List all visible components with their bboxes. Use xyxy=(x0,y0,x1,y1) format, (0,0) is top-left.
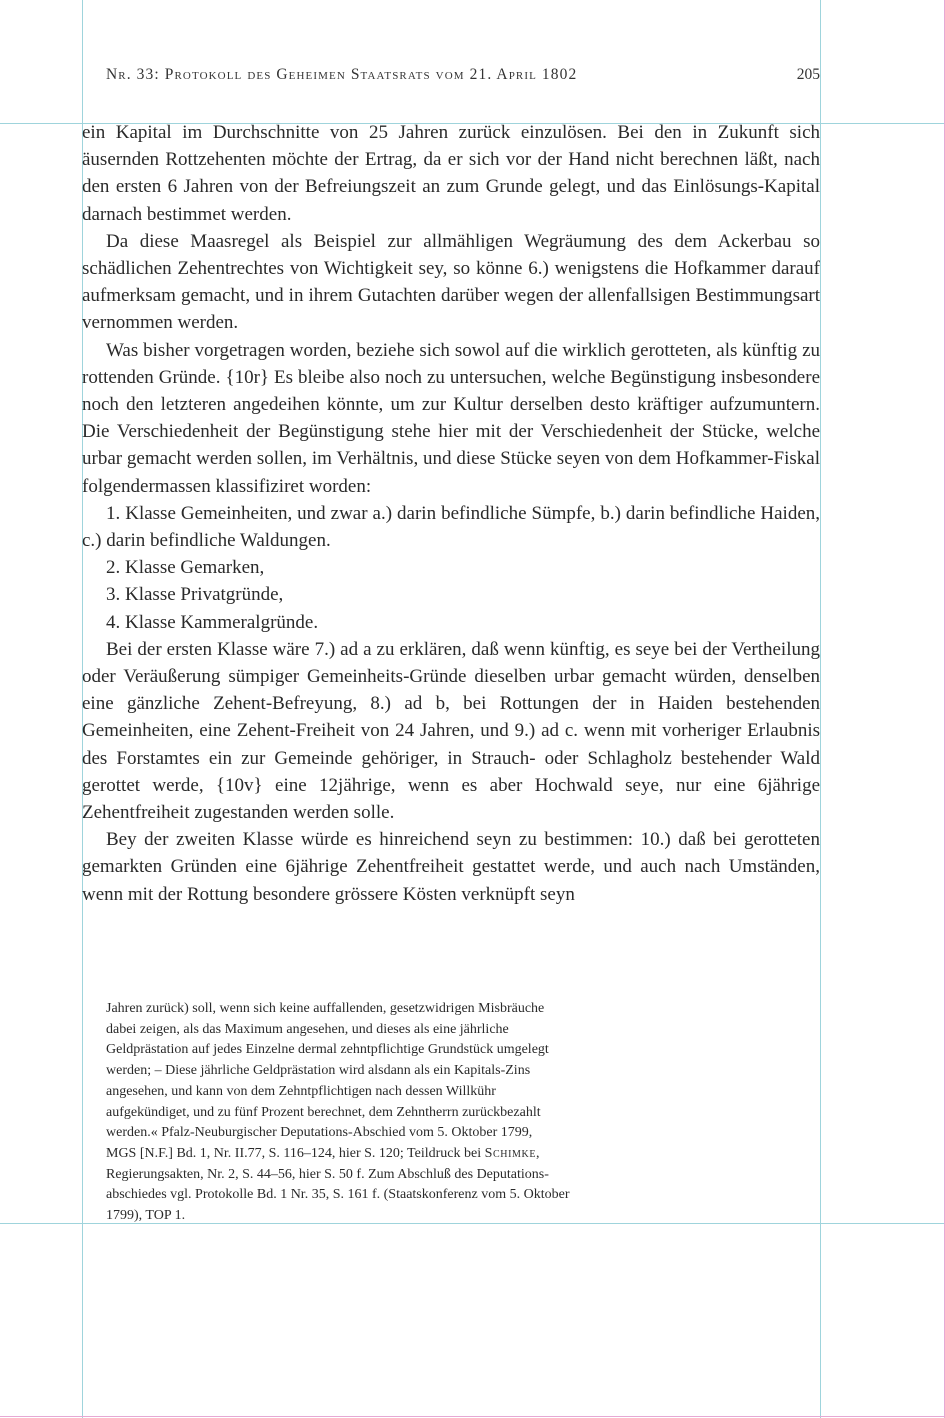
footnote xyxy=(106,999,646,1227)
footnote-line: dabei zeigen, als das Maximum angesehen, und dieses als eine jährliche xyxy=(106,1021,509,1037)
list-item: 4. Klasse Kammeralgründe. xyxy=(106,611,319,633)
footnote-citation: MGS [N.F.] Bd. 1, Nr. II.77, S. 116–124, hier S. 120; Teildruck bei xyxy=(106,1145,485,1161)
list-item: 1. Klasse Gemeinheiten, und zwar a.) darin befindliche Sümpfe, b.) darin befindliche Haiden, c.) darin befindliche Waldungen. xyxy=(82,502,820,552)
footnote-line: 1799), TOP 1. xyxy=(106,1208,186,1224)
running-title: Nr. 33: Protokoll des Geheimen Staatsrats vom 21. April 1802 xyxy=(106,66,578,83)
footnote-punctuation: , xyxy=(536,1145,540,1161)
paragraph: Bei der ersten Klasse wäre 7.) ad a zu erklären, daß wenn künftig, es seye bei der Vertheilung oder Veräußerung sümpiger Gemeinheits-Gründe dieselben urbar gemacht würden, denselben eine gänzliche Zehent-Befreyung, 8.) ad b, bei Rottungen der in Haiden bestehenden Gemeinheiten, eine Zehent-Freiheit von 24 Jahren, und 9.) ad c. wenn mit vorheriger Erlaubnis des Forstamtes ein zur Gemeinde gehöriger, in Strauch- oder Schlagholz bestehender Wald gerottet werde, {10v} eine 12jährige, wenn es aber Hochwald seye, nur eine 6jährige Zehentfreiheit zugestanden werden solle. xyxy=(82,638,820,824)
paragraph: Da diese Maasregel als Beispiel zur allmähligen Wegräumung des dem Ackerbau so schädlichen Zehentrechtes von Wichtigkeit sey, so könne 6.) wenigstens die Hofkammer darauf aufmerksam gemacht, und in ihrem Gutachten darüber wegen der allenfallsigen Bestimmungsart vernommen werden. xyxy=(82,230,820,334)
body-text xyxy=(82,119,820,908)
footnote-line: Regierungsakten, Nr. 2, S. 44–56, hier S. 50 f. Zum Abschluß des Deputations- xyxy=(106,1166,549,1182)
paragraph: Bey der zweiten Klasse würde es hinreichend seyn zu bestimmen: 10.) daß bei gerotteten gemarkten Gründen eine 6jährige Zehentfreiheit gestattet werde, und auch nach Umständen, wenn mit der Rottung besondere grössere Kösten verknüpft seyn xyxy=(82,829,820,905)
footnote-line: Jahren zurück) soll, wenn sich keine auffallenden, gesetzwidrigen Misbräuche xyxy=(106,1001,545,1016)
list-item: 2. Klasse Gemarken, xyxy=(106,557,265,579)
footnote-line: aufgekündiget, und zu fünf Prozent berechnet, dem Zehntherrn zurückbezahlt xyxy=(106,1104,541,1120)
paragraph: Was bisher vorgetragen worden, beziehe sich sowol auf die wirklich gerotteten, als künftig zu rottenden Gründe. {10r} Es bleibe also noch zu untersuchen, welche Begünstigung insbesondere noch den letzteren angedeihen könnte, um zur Kultur derselben desto kräftiger aufzumuntern. Die Verschiedenheit der Begünstigung stehe hier mit der Verschiedenheit der Stücke, welche urbar gemacht werden sollen, im Verhältnis, und diese Stücke seyen von dem Hofkammer-Fiskal folgendermassen klassifiziret worden: xyxy=(82,339,820,497)
author-name: Schimke xyxy=(484,1145,537,1161)
footnote-line: werden; – Diese jährliche Geldprästation wird alsdann als ein Kapitals-Zins xyxy=(106,1063,531,1079)
footnote-line xyxy=(106,1144,646,1165)
page-number: 205 xyxy=(796,66,820,83)
margin-guide-right xyxy=(820,0,821,1418)
list-item: 3. Klasse Privatgründe, xyxy=(106,584,284,606)
page-edge-bottom xyxy=(0,1416,945,1417)
paragraph: ein Kapital im Durchschnitte von 25 Jahren zurück einzulösen. Bei den in Zukunft sich äusernden Rottzehenten möchte der Ertrag, da er sich vor der Hand nicht berechnen läßt, nach den ersten 6 Jahren von der Befreiungszeit an zum Grunde gelegt, und das Einlösungs-Kapital darnach bestimmet werden. xyxy=(82,122,820,225)
footnote-line: abschiedes vgl. Protokolle Bd. 1 Nr. 35, S. 161 f. (Staatskonferenz vom 5. Oktober xyxy=(106,1187,570,1203)
footnote-line: angesehen, und kann von dem Zehntpflichtigen nach dessen Willkühr xyxy=(106,1083,496,1099)
footnote-line: werden.« Pfalz-Neuburgischer Deputations-Abschied vom 5. Oktober 1799, xyxy=(106,1125,533,1141)
footnote-line: Geldprästation auf jedes Einzelne dermal zehntpflichtige Grundstück umgelegt xyxy=(106,1042,549,1058)
